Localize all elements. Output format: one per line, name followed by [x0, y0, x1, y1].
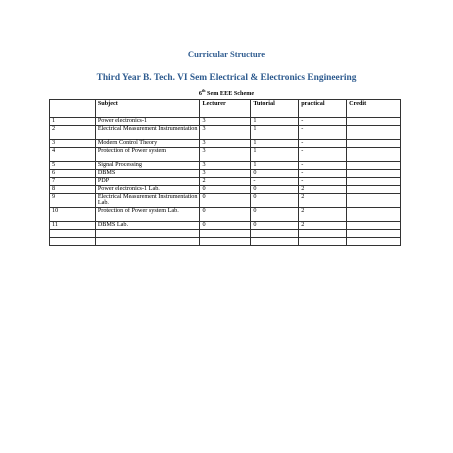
table-cell: 2	[50, 126, 96, 140]
table-cell	[347, 118, 401, 126]
table-cell: 10	[50, 208, 96, 222]
table-cell: Electrical Measurement Instrumentation Lab.	[95, 194, 200, 208]
table-cell	[251, 238, 299, 246]
column-header	[50, 100, 96, 118]
table-cell: 3	[50, 140, 96, 148]
table-cell: Power electronics-1 Lab.	[95, 186, 200, 194]
table-cell: 8	[50, 186, 96, 194]
table-cell: 0	[251, 194, 299, 208]
document-subtitle: Third Year B. Tech. VI Sem Electrical & Electronics Engineering	[96, 73, 357, 83]
table-cell: 1	[50, 118, 96, 126]
table-cell	[50, 238, 96, 246]
table-cell: 0	[251, 186, 299, 194]
table-row	[50, 148, 401, 162]
table-cell: 3	[200, 118, 251, 126]
table-cell: -	[299, 140, 347, 148]
table-cell: 9	[50, 194, 96, 208]
table-cell	[347, 162, 401, 170]
table-cell	[347, 126, 401, 140]
table-cell: 2	[200, 178, 251, 186]
table-cell: 0	[200, 194, 251, 208]
table-header-row	[50, 100, 401, 118]
table-cell: 2	[299, 222, 347, 230]
table-cell: 3	[200, 126, 251, 140]
table-cell	[347, 186, 401, 194]
table-cell: 0	[200, 222, 251, 230]
table-cell	[347, 140, 401, 148]
table-cell	[347, 222, 401, 230]
table-cell	[251, 230, 299, 238]
table-cell: 2	[299, 186, 347, 194]
table-cell: 0	[200, 208, 251, 222]
table-cell: DBMS Lab.	[95, 222, 200, 230]
table-cell: Protection of Power system	[95, 148, 200, 162]
table-cell: 3	[200, 148, 251, 162]
table-row	[50, 238, 401, 246]
table-cell: 7	[50, 178, 96, 186]
table-cell	[347, 148, 401, 162]
table-cell: 3	[200, 140, 251, 148]
table-cell: 0	[200, 186, 251, 194]
table-row	[50, 126, 401, 140]
table-cell: 0	[251, 208, 299, 222]
table-cell	[200, 238, 251, 246]
table-cell: Power electronics-1	[95, 118, 200, 126]
scheme-heading: 6th Sem EEE Scheme	[198, 88, 255, 98]
table-cell: Modern Control Theory	[95, 140, 200, 148]
table-cell: 3	[200, 162, 251, 170]
table-cell	[347, 238, 401, 246]
table-cell	[299, 230, 347, 238]
table-cell: Protection of Power system Lab.	[95, 208, 200, 222]
table-cell: 0	[251, 170, 299, 178]
column-header: Lecturer	[200, 100, 251, 118]
table-row	[50, 194, 401, 208]
table-cell: 11	[50, 222, 96, 230]
table-cell: Electrical Measurement Instrumentation	[95, 126, 200, 140]
table-cell: 1	[251, 162, 299, 170]
table-cell: DBMS	[95, 170, 200, 178]
table-cell: 6	[50, 170, 96, 178]
column-header: Credit	[347, 100, 401, 118]
table-cell: -	[299, 126, 347, 140]
table-cell: -	[299, 178, 347, 186]
table-cell	[95, 238, 200, 246]
table-cell: 1	[251, 148, 299, 162]
table-cell	[347, 170, 401, 178]
column-header: Subject	[95, 100, 200, 118]
table-cell: Signal Processing	[95, 162, 200, 170]
table-cell: 0	[251, 222, 299, 230]
table-cell: -	[299, 162, 347, 170]
table-cell	[347, 208, 401, 222]
table-row	[50, 222, 401, 230]
table-cell: 3	[200, 170, 251, 178]
table-cell: 5	[50, 162, 96, 170]
table-cell	[347, 230, 401, 238]
table-cell	[347, 194, 401, 208]
table-cell: 2	[299, 208, 347, 222]
curriculum-table	[49, 99, 401, 246]
table-cell	[95, 230, 200, 238]
column-header: practical	[299, 100, 347, 118]
table-cell: -	[299, 118, 347, 126]
document-title: Curricular Structure	[187, 49, 266, 59]
table-row	[50, 230, 401, 238]
table-cell	[299, 238, 347, 246]
table-cell: 1	[251, 140, 299, 148]
column-header: Tutorial	[251, 100, 299, 118]
table-cell: -	[251, 178, 299, 186]
table-cell: PDP	[95, 178, 200, 186]
table-cell: -	[299, 148, 347, 162]
table-cell: 1	[251, 126, 299, 140]
table-cell: -	[299, 170, 347, 178]
table-cell: 2	[299, 194, 347, 208]
table-row	[50, 208, 401, 222]
table-cell: 1	[251, 118, 299, 126]
table-cell	[50, 230, 96, 238]
table-cell	[347, 178, 401, 186]
table-cell: 4	[50, 148, 96, 162]
table-cell	[200, 230, 251, 238]
